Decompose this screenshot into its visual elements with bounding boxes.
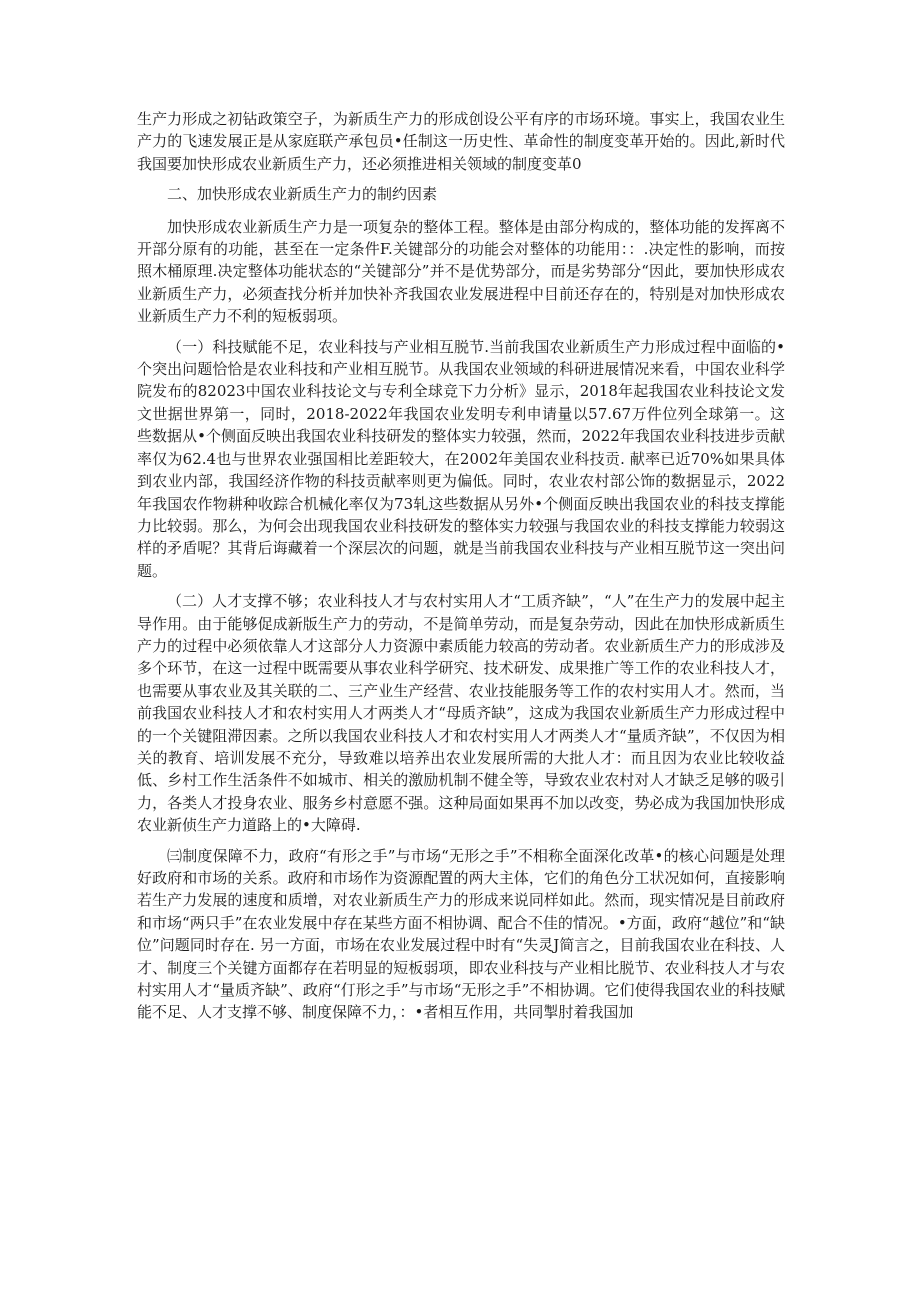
paragraph-institution: ㈢制度保障不力，政府“有形之手”与市场“无形之手”不相称全面深化改革•的核心问题是处理好政府和市场的关系。政府和市场作为资源配置的两大主体，它们的角色分工状况如何，直接影响若生产力发展的速度和质增，对农业新质生产力的形成来说同样如此。然而，现实情况是目前政府和市场“两只手”在农业发展中存在某些方面不相协调、配合不佳的情况。•方面，政府“越位”和“缺位”问题同时存在. 另一方面，市场在农业发展过程中时有“失灵J简言之，目前我国农业在科技、人才、制度三个关键方面都存在若明显的短板弱项，即农业科技与产业相比脱节、农业科技人才与农村实用人才“量质齐缺”、政府“仃形之手”与市场“无形之手”不相协调。它们使得我国农业的科技赋能不足、人才支撑不够、制度保障不力，：•者相互作用，共同掣肘着我国加 — [137, 846, 785, 1022]
paragraph-intro: 生产力形成之初钻政策空子，为新质生产力的形成创设公平有序的市场环境。事实上，我国农业生产力的飞速发展正是从家庭联产承包员•任制这一历史性、革命性的制度变革开始的。因此,新时代我国要加快形成农业新质生产力，还必须推进相关领域的制度变革0 — [137, 110, 785, 173]
paragraph-talent: （二）人才支撑不够；农业科技人才与农村实用人才“工质齐缺”，“人”在生产力的发展中起主导作用。由于能够促成新版生产力的劳动，不是简单劳动，而是复杂劳动，因此在加快形成新质生产力的过程中必须依靠人才这部分人力资源中素质能力较高的劳动者。农业新质生产力的形成涉及多个环节，在这一过程中既需要从事农业科学研究、技术研发、成果推广等工作的农业科技人才，也需要从事农业及其关联的二、三产业生产经营、农业技能服务等工作的农村实用人才。然而，当前我国农业科技人才和农村实用人才两类人才“母质齐缺”，这成为我国农业新质生产力形成过程中的一个关键阻滞因素。之所以我国农业科技人才和农村实用人才两类人才“量质齐缺”，不仅因为相关的教育、培训发展不充分，导致难以培养出农业发展所需的大批人才：而且因为农业比较收益低、乡村工作生活条件不如城市、相关的激励机制不健全等，导致农业农村对人才缺乏足够的吸引力，各类人才投身农业、服务乡村意愿不强。这种局面如果再不加以改变，势必成为我国加快形成农业新侦生产力道路上的•大障碍. — [137, 592, 785, 835]
document-body — [137, 108, 785, 1032]
paragraph-overview: 加快形成农业新质生产力是一项复杂的整体工程。整体是由部分构成的，整体功能的发挥离不开部分原有的功能，甚至在一定条件F.关键部分的功能会对整体的功能用：：.决定性的影响，而按照木桶原理.决定整体功能状态的“关键部分”并不是优势部分，而是劣势部分“因此，要加快形成农业新质生产力，必须查找分析并加快补齐我国农业发展进程中目前还存在的，特别是对加快形成农业新质生产力不利的短板弱项。 — [137, 217, 785, 326]
section-heading: 二、加快形成农业新质生产力的制约因素 — [167, 185, 438, 204]
paragraph-tech: （一）科技赋能不足，农业科技与产业相互脱节.当前我国农业新质生产力形成过程中面临的•个突出问题恰恰是农业科技和产业相互脱节。从我国农业领域的科研进展情况来看，中国农业科学院发布的82023中国农业科技论文与专利全球竞下力分析》显示，2018年起我国农业科技论文发文世据世界第一，同时，2018-2022年我国农业发明专利申请量以57.67万件位列全球第一。这些数据从•个侧面反映出我国农业科技研发的整体实力较强，然而，2022年我国农业科技进步贡献率仅为62.4也与世界农业强国相比差距较大，在2002年美国农业科技贡. 献率已近70%如果具体到农业内部，我国经济作物的科技贡献率则更为偏低。同时，农业农村部公饰的数据显示，2022年我国农作物耕种收踪合机械化率仅为73轧这些数据从另外•个侧面反映出我国农业的科技支撑能力比较弱。那么，为何会出现我国农业科技研发的整体实力较强与我国农业的科技支撑能力较弱这样的矛盾呢？其背后诲藏着一个深层次的问题，就是当前我国农业科技与产业相互脱节这一突出问题。 — [137, 337, 785, 580]
